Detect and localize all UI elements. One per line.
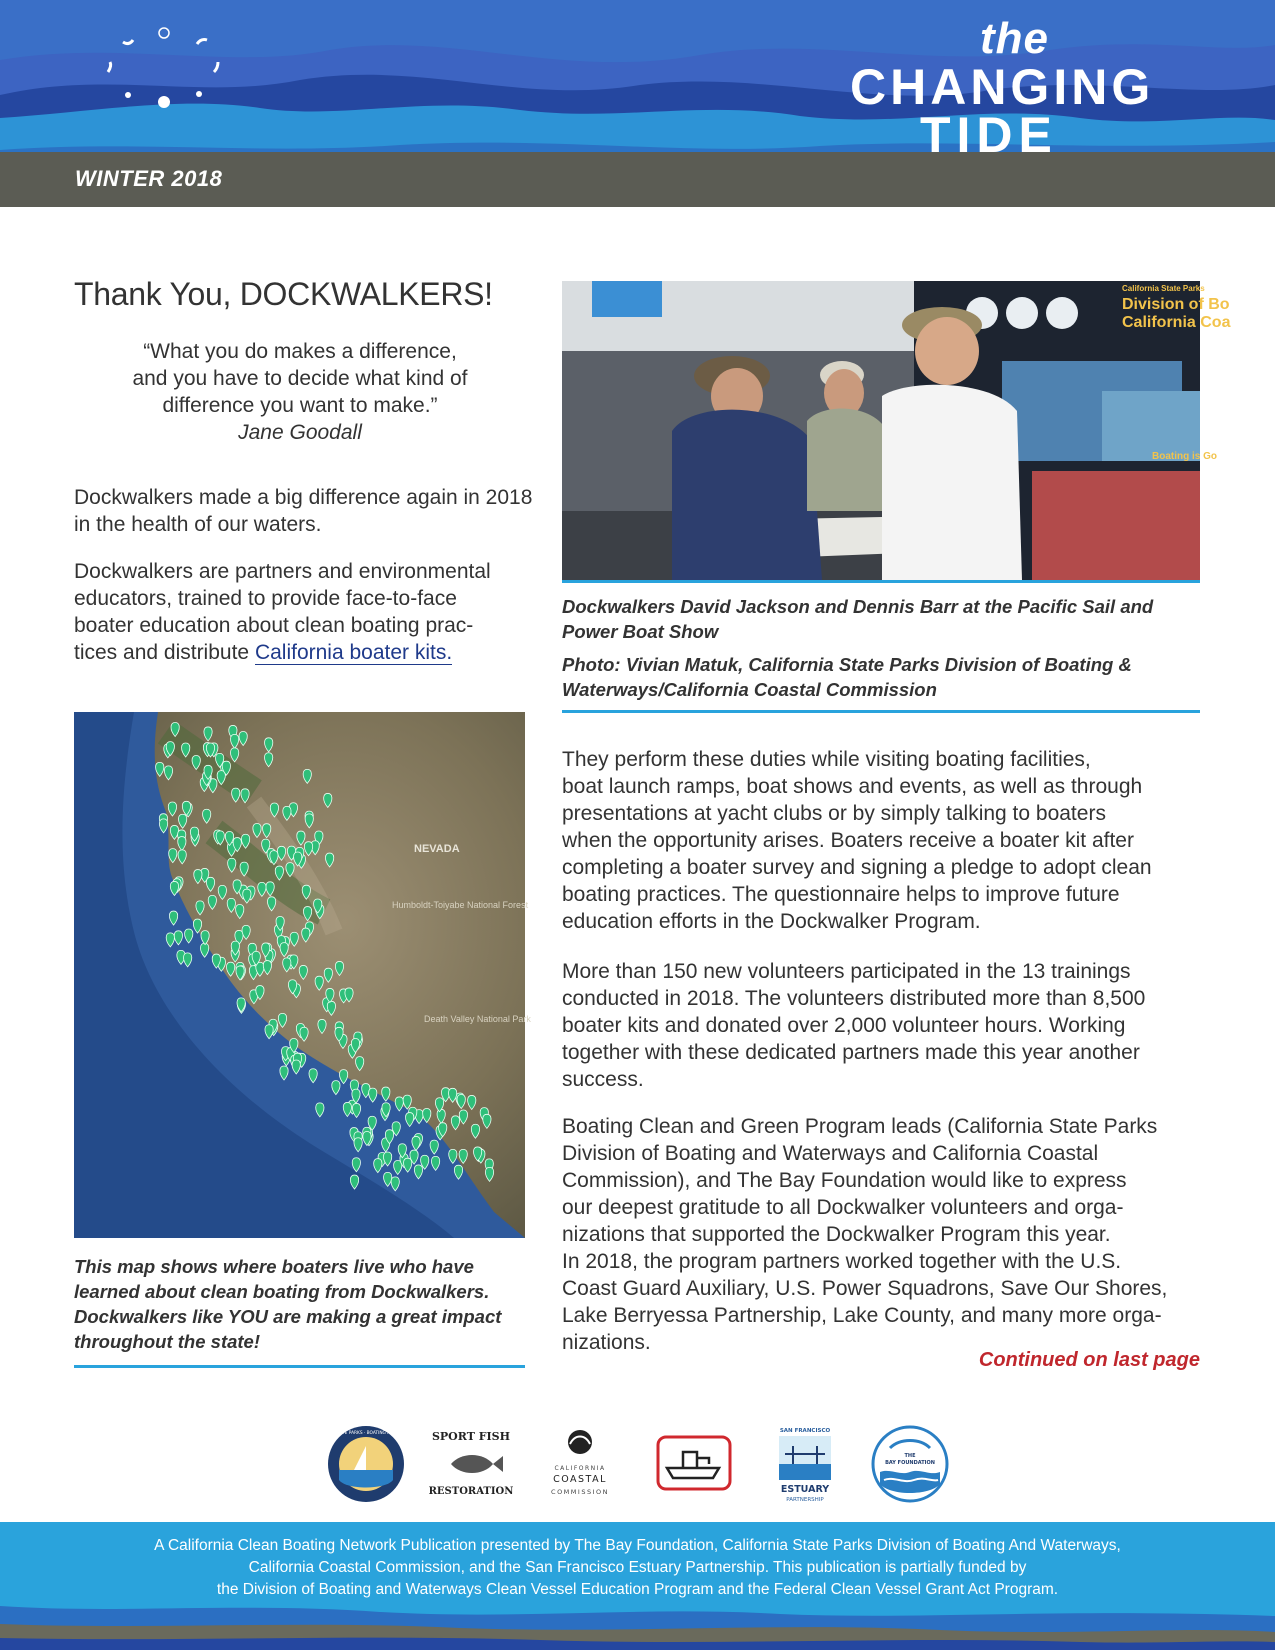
caption-line: Power Boat Show: [562, 621, 719, 642]
photo-graphic: [562, 281, 1231, 580]
paragraph-line: conducted in 2018. The volunteers distributed more than 8,500: [562, 987, 1146, 1010]
caption-line: Dockwalkers like YOU are making a great impact: [74, 1306, 502, 1327]
paragraph-line: boater education about clean boating prac-: [74, 614, 474, 637]
quote-line: “What you do makes a difference,: [143, 340, 457, 363]
paragraph-line: In 2018, the program partners worked together with the U.S.: [562, 1250, 1122, 1273]
sign-text-line-1: Division of Bo: [1122, 296, 1230, 313]
footer-line: A California Clean Boating Network Publication presented by The Bay Foundation, California State Parks Division of Boating And Waterways,: [154, 1537, 1121, 1554]
bay-line-2: BAY FOUNDATION: [885, 1460, 935, 1466]
logo-the: the: [980, 14, 1049, 63]
estuary-top-text: SAN FRANCISCO: [779, 1428, 831, 1434]
paragraph-line: They perform these duties while visiting boating facilities,: [562, 748, 1091, 771]
paragraph-line: nizations.: [562, 1331, 651, 1354]
estuary-main-text: ESTUARY: [780, 1484, 830, 1495]
body-paragraph-gratitude: [562, 1113, 1202, 1356]
paragraph-line: More than 150 new volunteers participated in the 13 trainings: [562, 960, 1131, 983]
credit-line: Waterways/California Coastal Commission: [562, 679, 937, 700]
coastal-line-3: COMMISSION: [551, 1488, 609, 1496]
paragraph-line: Commission), and The Bay Foundation would like to express: [562, 1169, 1127, 1192]
paragraph-line: presentations at yacht clubs or by simply talking to boaters: [562, 802, 1106, 825]
paragraph-line: Coast Guard Auxiliary, U.S. Power Squadrons, Save Our Shores,: [562, 1277, 1168, 1300]
sign-text-boating: Boating is Go: [1152, 451, 1217, 462]
map-caption: [74, 1254, 524, 1354]
boater-kits-link[interactable]: California boater kits.: [254, 641, 453, 664]
map-graphic: [74, 712, 531, 1238]
masthead: [0, 0, 1275, 207]
caption-line: learned about clean boating from Dockwalkers.: [74, 1281, 490, 1302]
bay-line-1: THE: [904, 1453, 916, 1459]
sign-text-small: California State Parks: [1122, 284, 1205, 293]
bay-foundation-logo: [870, 1424, 950, 1504]
coastal-commission-logo: [537, 1424, 623, 1504]
paragraph-line: together with these dedicated partners made this year another: [562, 1041, 1140, 1064]
coastal-line-1: CALIFORNIA: [554, 1465, 606, 1472]
logo-changing: CHANGING: [850, 59, 1155, 115]
divider-rule: [562, 710, 1200, 713]
quote-author: Jane Goodall: [238, 421, 362, 444]
paragraph-line: boater kits and donated over 2,000 volunteer hours. Working: [562, 1014, 1126, 1037]
quote: [74, 338, 526, 446]
caption-line: Dockwalkers David Jackson and Dennis Barr at the Pacific Sail and: [562, 596, 1154, 617]
intro-paragraph-2: [74, 558, 534, 666]
article-headline: Thank You, DOCKWALKERS!: [74, 276, 493, 312]
body-paragraph-volunteers: [562, 958, 1202, 1093]
logo-tide: TIDE: [920, 107, 1058, 163]
intro-paragraph-1: Dockwalkers made a big difference again in 2018 in the health of our waters.: [74, 486, 533, 536]
photo-credit: [562, 652, 1202, 702]
boat-show-photo: [562, 281, 1231, 580]
paragraph-line: boat launch ramps, boat shows and events, as well as through: [562, 775, 1143, 798]
paragraph-line: Lake Berryessa Partnership, Lake County, and many more orga-: [562, 1304, 1162, 1327]
paragraph-line: educators, trained to provide face-to-face: [74, 587, 457, 610]
caption-line: throughout the state!: [74, 1331, 261, 1352]
estuary-sub-text: PARTNERSHIP: [786, 1497, 824, 1503]
footer-credits: [0, 1535, 1275, 1601]
paragraph-line: completing a boater survey and signing a pledge to adopt clean: [562, 856, 1152, 879]
paragraph-line: our deepest gratitude to all Dockwalker volunteers and orga-: [562, 1196, 1124, 1219]
divider-rule: [74, 1365, 525, 1368]
sf-estuary-partnership-logo: [775, 1424, 835, 1504]
state-parks-boating-logo: [307, 1424, 425, 1504]
paragraph-line: education efforts in the Dockwalker Program.: [562, 910, 981, 933]
sportfish-top-text: SPORT FISH: [431, 1430, 511, 1443]
pumpout-logo: [655, 1424, 733, 1504]
footer-line: California Coastal Commission, and the San Francisco Estuary Partnership. This publication is partially funded by: [248, 1559, 1027, 1576]
body-paragraph-duties: [562, 746, 1202, 935]
sportfish-bottom-text: RESTORATION: [428, 1486, 514, 1497]
paragraph-line: Dockwalkers are partners and environmental: [74, 560, 491, 583]
paragraph-line: [74, 639, 534, 666]
paragraph-line: boating practices. The questionnaire helps to improve future: [562, 883, 1120, 906]
map-label-forest: Humboldt-Toiyabe National Forest: [392, 900, 529, 910]
parks-logo-ring-text: CALIFORNIA STATE PARKS · BOATING AND WATERWAYS: [307, 1431, 425, 1436]
caption-line: This map shows where boaters live who have: [74, 1256, 474, 1277]
paragraph-line: Division of Boating and Waterways and California Coastal: [562, 1142, 1099, 1165]
paragraph-line: nizations that supported the Dockwalker Program this year.: [562, 1223, 1111, 1246]
quote-line: difference you want to make.”: [162, 394, 438, 417]
continued-notice: Continued on last page: [978, 1349, 1200, 1371]
issue-season: WINTER 2018: [75, 166, 223, 191]
map-label-park: Death Valley National Park: [424, 1014, 531, 1024]
coastal-line-2: COASTAL: [553, 1474, 607, 1485]
credit-line: Photo: Vivian Matuk, California State Parks Division of Boating &: [562, 654, 1132, 675]
map-label-nevada: NEVADA: [414, 843, 460, 855]
paragraph-line: Boating Clean and Green Program leads (California State Parks: [562, 1115, 1158, 1138]
sport-fish-restoration-logo: [428, 1424, 514, 1504]
paragraph-line-start: tices and distribute: [74, 641, 255, 664]
sign-text-line-2: California Coa: [1122, 314, 1231, 331]
paragraph-line: success.: [562, 1068, 644, 1091]
photo-underline: [562, 580, 1200, 583]
quote-line: and you have to decide what kind of: [132, 367, 468, 390]
dockwalker-map: [74, 712, 531, 1238]
footer-line: the Division of Boating and Waterways Clean Vessel Education Program and the Federal Clean Vessel Grant Act Program.: [216, 1581, 1059, 1598]
paragraph-line: when the opportunity arises. Boaters receive a boater kit after: [562, 829, 1134, 852]
photo-caption: [562, 594, 1202, 644]
